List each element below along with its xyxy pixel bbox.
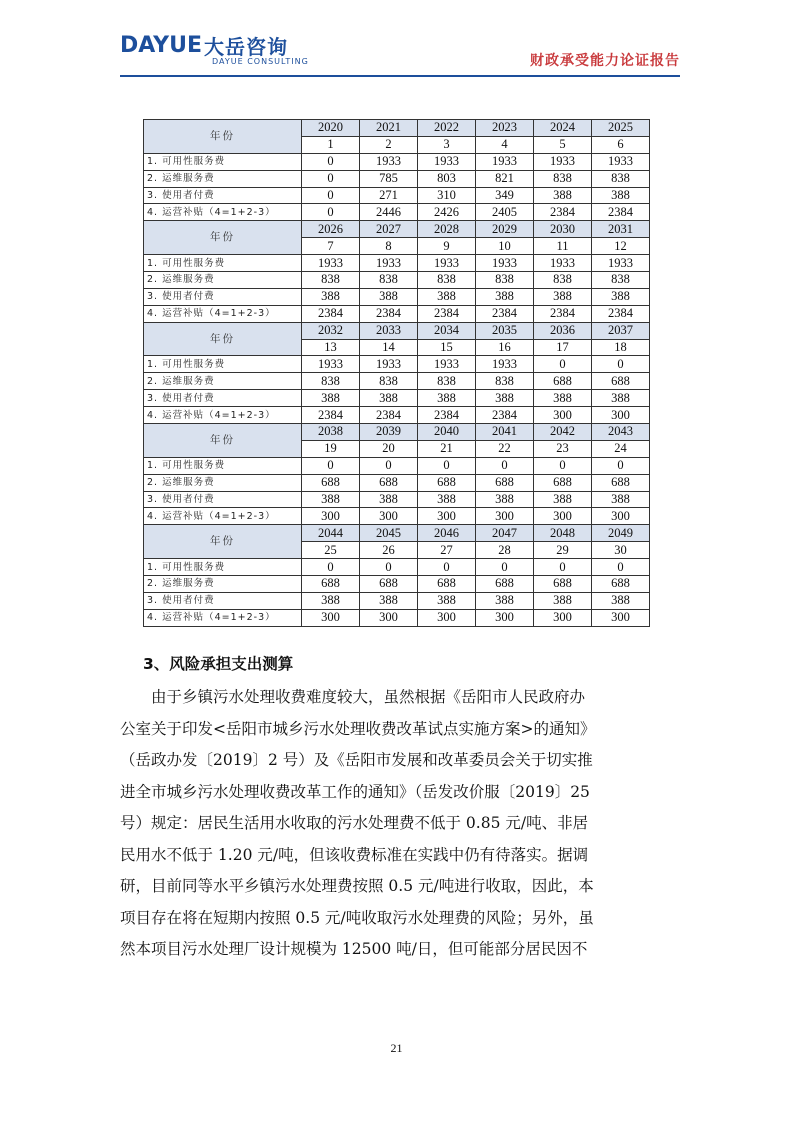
value-cell: 388 (534, 390, 592, 407)
table-row (144, 457, 650, 474)
value-cell: 1933 (360, 153, 418, 170)
row-label: 3. 使用者付费 (144, 390, 302, 407)
value-cell: 388 (302, 288, 360, 305)
period-index-cell: 5 (534, 136, 592, 153)
paragraph-line: 公室关于印发<岳阳市城乡污水处理收费改革试点实施方案>的通知》 (120, 719, 596, 738)
period-index-cell: 11 (534, 238, 592, 255)
value-cell: 821 (476, 170, 534, 187)
period-index-cell: 16 (476, 339, 534, 356)
value-cell: 300 (592, 609, 650, 626)
year-cell: 2032 (302, 322, 360, 339)
year-cell: 2045 (360, 525, 418, 542)
value-cell: 388 (592, 390, 650, 407)
table-row (144, 204, 650, 221)
value-cell: 688 (360, 576, 418, 593)
value-cell: 0 (592, 559, 650, 576)
table-row (144, 592, 650, 609)
period-index-cell: 28 (476, 542, 534, 559)
value-cell: 0 (592, 356, 650, 373)
year-cell: 2033 (360, 322, 418, 339)
value-cell: 0 (534, 356, 592, 373)
year-cell: 2044 (302, 525, 360, 542)
value-cell: 0 (360, 559, 418, 576)
year-cell: 2021 (360, 120, 418, 137)
value-cell: 688 (360, 474, 418, 491)
row-label: 1. 可用性服务费 (144, 457, 302, 474)
value-cell: 300 (302, 609, 360, 626)
value-cell: 388 (534, 592, 592, 609)
row-label: 1. 可用性服务费 (144, 559, 302, 576)
value-cell: 388 (592, 288, 650, 305)
page-number: 21 (390, 1041, 403, 1055)
value-cell: 1933 (592, 255, 650, 272)
paragraph-line: 民用水不低于 1.20 元/吨，但该收费标准在实践中仍有待落实。据调 (120, 845, 589, 864)
year-cell: 2037 (592, 322, 650, 339)
table-row (144, 322, 650, 339)
value-cell: 1933 (302, 356, 360, 373)
year-cell: 2047 (476, 525, 534, 542)
year-cell: 2020 (302, 120, 360, 137)
table-row (144, 508, 650, 525)
table-row (144, 272, 650, 289)
year-cell: 2023 (476, 120, 534, 137)
table-row (144, 407, 650, 424)
year-cell: 2026 (302, 221, 360, 238)
header-divider (120, 75, 680, 77)
value-cell: 349 (476, 187, 534, 204)
period-index-cell: 14 (360, 339, 418, 356)
period-index-cell: 8 (360, 238, 418, 255)
row-label: 2. 运维服务费 (144, 474, 302, 491)
value-cell: 688 (534, 576, 592, 593)
year-cell: 2027 (360, 221, 418, 238)
value-cell: 1933 (476, 356, 534, 373)
paragraph-line: 由于乡镇污水处理收费难度较大，虽然根据《岳阳市人民政府办 (151, 688, 586, 706)
value-cell: 0 (302, 170, 360, 187)
period-index-cell: 25 (302, 542, 360, 559)
value-cell: 271 (360, 187, 418, 204)
value-cell: 388 (592, 187, 650, 204)
value-cell: 300 (534, 609, 592, 626)
value-cell: 300 (592, 508, 650, 525)
value-cell: 838 (418, 272, 476, 289)
table-row (144, 356, 650, 373)
value-cell: 838 (476, 373, 534, 390)
value-cell: 388 (534, 491, 592, 508)
value-cell: 838 (534, 272, 592, 289)
table-row (144, 424, 650, 441)
period-index-cell: 6 (592, 136, 650, 153)
period-index-cell: 7 (302, 238, 360, 255)
value-cell: 388 (418, 592, 476, 609)
value-cell: 388 (302, 491, 360, 508)
table-row (144, 491, 650, 508)
row-label: 4. 运营补贴（4=1+2-3） (144, 407, 302, 424)
page-header (120, 30, 680, 76)
value-cell: 388 (476, 491, 534, 508)
value-cell: 1933 (302, 255, 360, 272)
value-cell: 0 (302, 204, 360, 221)
value-cell: 688 (302, 474, 360, 491)
value-cell: 688 (418, 474, 476, 491)
period-index-cell: 1 (302, 136, 360, 153)
table-row (144, 221, 650, 238)
value-cell: 688 (534, 373, 592, 390)
year-header-label: 年份 (144, 221, 302, 255)
table-row (144, 288, 650, 305)
value-cell: 688 (592, 576, 650, 593)
value-cell: 388 (360, 491, 418, 508)
value-cell: 1933 (418, 356, 476, 373)
period-index-cell: 21 (418, 440, 476, 457)
period-index-cell: 13 (302, 339, 360, 356)
value-cell: 2426 (418, 204, 476, 221)
row-label: 2. 运维服务费 (144, 170, 302, 187)
value-cell: 2384 (592, 204, 650, 221)
year-cell: 2025 (592, 120, 650, 137)
row-label: 4. 运营补贴（4=1+2-3） (144, 204, 302, 221)
period-index-cell: 2 (360, 136, 418, 153)
year-cell: 2039 (360, 424, 418, 441)
value-cell: 2384 (476, 305, 534, 322)
row-label: 3. 使用者付费 (144, 592, 302, 609)
value-cell: 0 (476, 559, 534, 576)
value-cell: 300 (476, 609, 534, 626)
value-cell: 300 (534, 508, 592, 525)
year-cell: 2035 (476, 322, 534, 339)
value-cell: 838 (360, 272, 418, 289)
value-cell: 300 (360, 609, 418, 626)
table-row (144, 305, 650, 322)
value-cell: 0 (534, 457, 592, 474)
table-row (144, 576, 650, 593)
value-cell: 1933 (476, 255, 534, 272)
year-cell: 2034 (418, 322, 476, 339)
period-index-cell: 27 (418, 542, 476, 559)
value-cell: 388 (360, 288, 418, 305)
year-cell: 2041 (476, 424, 534, 441)
value-cell: 838 (302, 373, 360, 390)
table-row (144, 474, 650, 491)
value-cell: 688 (534, 474, 592, 491)
value-cell: 2446 (360, 204, 418, 221)
value-cell: 300 (418, 508, 476, 525)
value-cell: 838 (360, 373, 418, 390)
subsidy-table (143, 119, 650, 627)
value-cell: 0 (302, 187, 360, 204)
value-cell: 300 (592, 407, 650, 424)
logo-text-en: DAYUE (120, 32, 203, 58)
year-header-label: 年份 (144, 322, 302, 356)
year-cell: 2036 (534, 322, 592, 339)
year-cell: 2022 (418, 120, 476, 137)
value-cell: 388 (302, 390, 360, 407)
value-cell: 0 (302, 457, 360, 474)
table-row (144, 559, 650, 576)
table-row (144, 153, 650, 170)
period-index-cell: 22 (476, 440, 534, 457)
paragraph-line: 进全市城乡污水处理收费改革工作的通知》（岳发改价服〔2019〕25 (120, 782, 590, 801)
period-index-cell: 20 (360, 440, 418, 457)
period-index-cell: 30 (592, 542, 650, 559)
value-cell: 838 (476, 272, 534, 289)
value-cell: 0 (418, 559, 476, 576)
value-cell: 2384 (360, 407, 418, 424)
value-cell: 300 (360, 508, 418, 525)
paragraph-line: （岳政办发〔2019〕2 号）及《岳阳市发展和改革委员会关于切实推 (120, 751, 593, 769)
period-index-cell: 29 (534, 542, 592, 559)
table-row (144, 373, 650, 390)
value-cell: 300 (418, 609, 476, 626)
value-cell: 785 (360, 170, 418, 187)
paragraph-line: 项目存在将在短期内按照 0.5 元/吨收取污水处理费的风险；另外，虽 (120, 908, 594, 927)
period-index-cell: 9 (418, 238, 476, 255)
value-cell: 838 (302, 272, 360, 289)
value-cell: 388 (418, 491, 476, 508)
value-cell: 2384 (302, 305, 360, 322)
section-heading: 3、风险承担支出测算 (143, 655, 294, 673)
value-cell: 388 (476, 288, 534, 305)
value-cell: 310 (418, 187, 476, 204)
value-cell: 0 (592, 457, 650, 474)
year-cell: 2049 (592, 525, 650, 542)
period-index-cell: 24 (592, 440, 650, 457)
value-cell: 1933 (476, 153, 534, 170)
value-cell: 2384 (302, 407, 360, 424)
paragraph-line: 研，目前同等水平乡镇污水处理费按照 0.5 元/吨进行收取，因此，本 (120, 877, 594, 895)
value-cell: 300 (534, 407, 592, 424)
row-label: 3. 使用者付费 (144, 288, 302, 305)
value-cell: 0 (418, 457, 476, 474)
value-cell: 838 (534, 170, 592, 187)
row-label: 1. 可用性服务费 (144, 356, 302, 373)
year-cell: 2048 (534, 525, 592, 542)
value-cell: 2384 (360, 305, 418, 322)
company-logo (120, 32, 309, 72)
table-row (144, 609, 650, 626)
value-cell: 1933 (360, 356, 418, 373)
value-cell: 688 (418, 576, 476, 593)
value-cell: 388 (592, 592, 650, 609)
logo-text-cn: 大岳咨询 (204, 34, 289, 59)
row-label: 2. 运维服务费 (144, 576, 302, 593)
period-index-cell: 12 (592, 238, 650, 255)
period-index-cell: 4 (476, 136, 534, 153)
row-label: 1. 可用性服务费 (144, 255, 302, 272)
table-row (144, 120, 650, 137)
paragraph-line: 然本项目污水处理厂设计规模为 12500 吨/日，但可能部分居民因不 (120, 940, 588, 958)
value-cell: 2384 (418, 407, 476, 424)
year-cell: 2042 (534, 424, 592, 441)
value-cell: 688 (302, 576, 360, 593)
value-cell: 1933 (534, 255, 592, 272)
value-cell: 1933 (592, 153, 650, 170)
row-label: 4. 运营补贴（4=1+2-3） (144, 609, 302, 626)
value-cell: 2384 (534, 305, 592, 322)
value-cell: 0 (302, 559, 360, 576)
logo-subtitle: DAYUE CONSULTING (212, 57, 309, 66)
value-cell: 388 (592, 491, 650, 508)
value-cell: 688 (592, 373, 650, 390)
year-cell: 2028 (418, 221, 476, 238)
value-cell: 1933 (534, 153, 592, 170)
value-cell: 0 (534, 559, 592, 576)
section-paragraph (120, 682, 680, 966)
value-cell: 388 (418, 390, 476, 407)
year-cell: 2024 (534, 120, 592, 137)
table-row (144, 525, 650, 542)
value-cell: 388 (476, 390, 534, 407)
value-cell: 2384 (418, 305, 476, 322)
value-cell: 388 (360, 592, 418, 609)
paragraph-line: 号）规定：居民生活用水收取的污水处理费不低于 0.85 元/吨、非居 (120, 814, 589, 832)
value-cell: 300 (302, 508, 360, 525)
year-header-label: 年份 (144, 525, 302, 559)
row-label: 3. 使用者付费 (144, 491, 302, 508)
value-cell: 2384 (476, 407, 534, 424)
year-cell: 2029 (476, 221, 534, 238)
period-index-cell: 19 (302, 440, 360, 457)
value-cell: 0 (302, 153, 360, 170)
period-index-cell: 15 (418, 339, 476, 356)
value-cell: 388 (360, 390, 418, 407)
year-cell: 2043 (592, 424, 650, 441)
row-label: 2. 运维服务费 (144, 272, 302, 289)
row-label: 3. 使用者付费 (144, 187, 302, 204)
value-cell: 388 (534, 288, 592, 305)
year-header-label: 年份 (144, 120, 302, 154)
year-cell: 2030 (534, 221, 592, 238)
value-cell: 388 (534, 187, 592, 204)
period-index-cell: 3 (418, 136, 476, 153)
value-cell: 838 (592, 272, 650, 289)
value-cell: 688 (476, 474, 534, 491)
year-cell: 2040 (418, 424, 476, 441)
value-cell: 2384 (534, 204, 592, 221)
value-cell: 1933 (418, 255, 476, 272)
period-index-cell: 23 (534, 440, 592, 457)
value-cell: 2405 (476, 204, 534, 221)
period-index-cell: 18 (592, 339, 650, 356)
year-cell: 2038 (302, 424, 360, 441)
row-label: 4. 运营补贴（4=1+2-3） (144, 508, 302, 525)
value-cell: 388 (302, 592, 360, 609)
report-title: 财政承受能力论证报告 (530, 53, 680, 69)
value-cell: 1933 (360, 255, 418, 272)
value-cell: 388 (476, 592, 534, 609)
row-label: 1. 可用性服务费 (144, 153, 302, 170)
value-cell: 300 (476, 508, 534, 525)
year-cell: 2046 (418, 525, 476, 542)
table-row (144, 187, 650, 204)
value-cell: 2384 (592, 305, 650, 322)
row-label: 2. 运维服务费 (144, 373, 302, 390)
value-cell: 388 (418, 288, 476, 305)
value-cell: 838 (418, 373, 476, 390)
period-index-cell: 10 (476, 238, 534, 255)
row-label: 4. 运营补贴（4=1+2-3） (144, 305, 302, 322)
table-row (144, 255, 650, 272)
year-header-label: 年份 (144, 424, 302, 458)
period-index-cell: 17 (534, 339, 592, 356)
value-cell: 0 (360, 457, 418, 474)
value-cell: 0 (476, 457, 534, 474)
value-cell: 688 (592, 474, 650, 491)
value-cell: 803 (418, 170, 476, 187)
period-index-cell: 26 (360, 542, 418, 559)
table-row (144, 170, 650, 187)
value-cell: 1933 (418, 153, 476, 170)
value-cell: 838 (592, 170, 650, 187)
year-cell: 2031 (592, 221, 650, 238)
table-row (144, 390, 650, 407)
value-cell: 688 (476, 576, 534, 593)
